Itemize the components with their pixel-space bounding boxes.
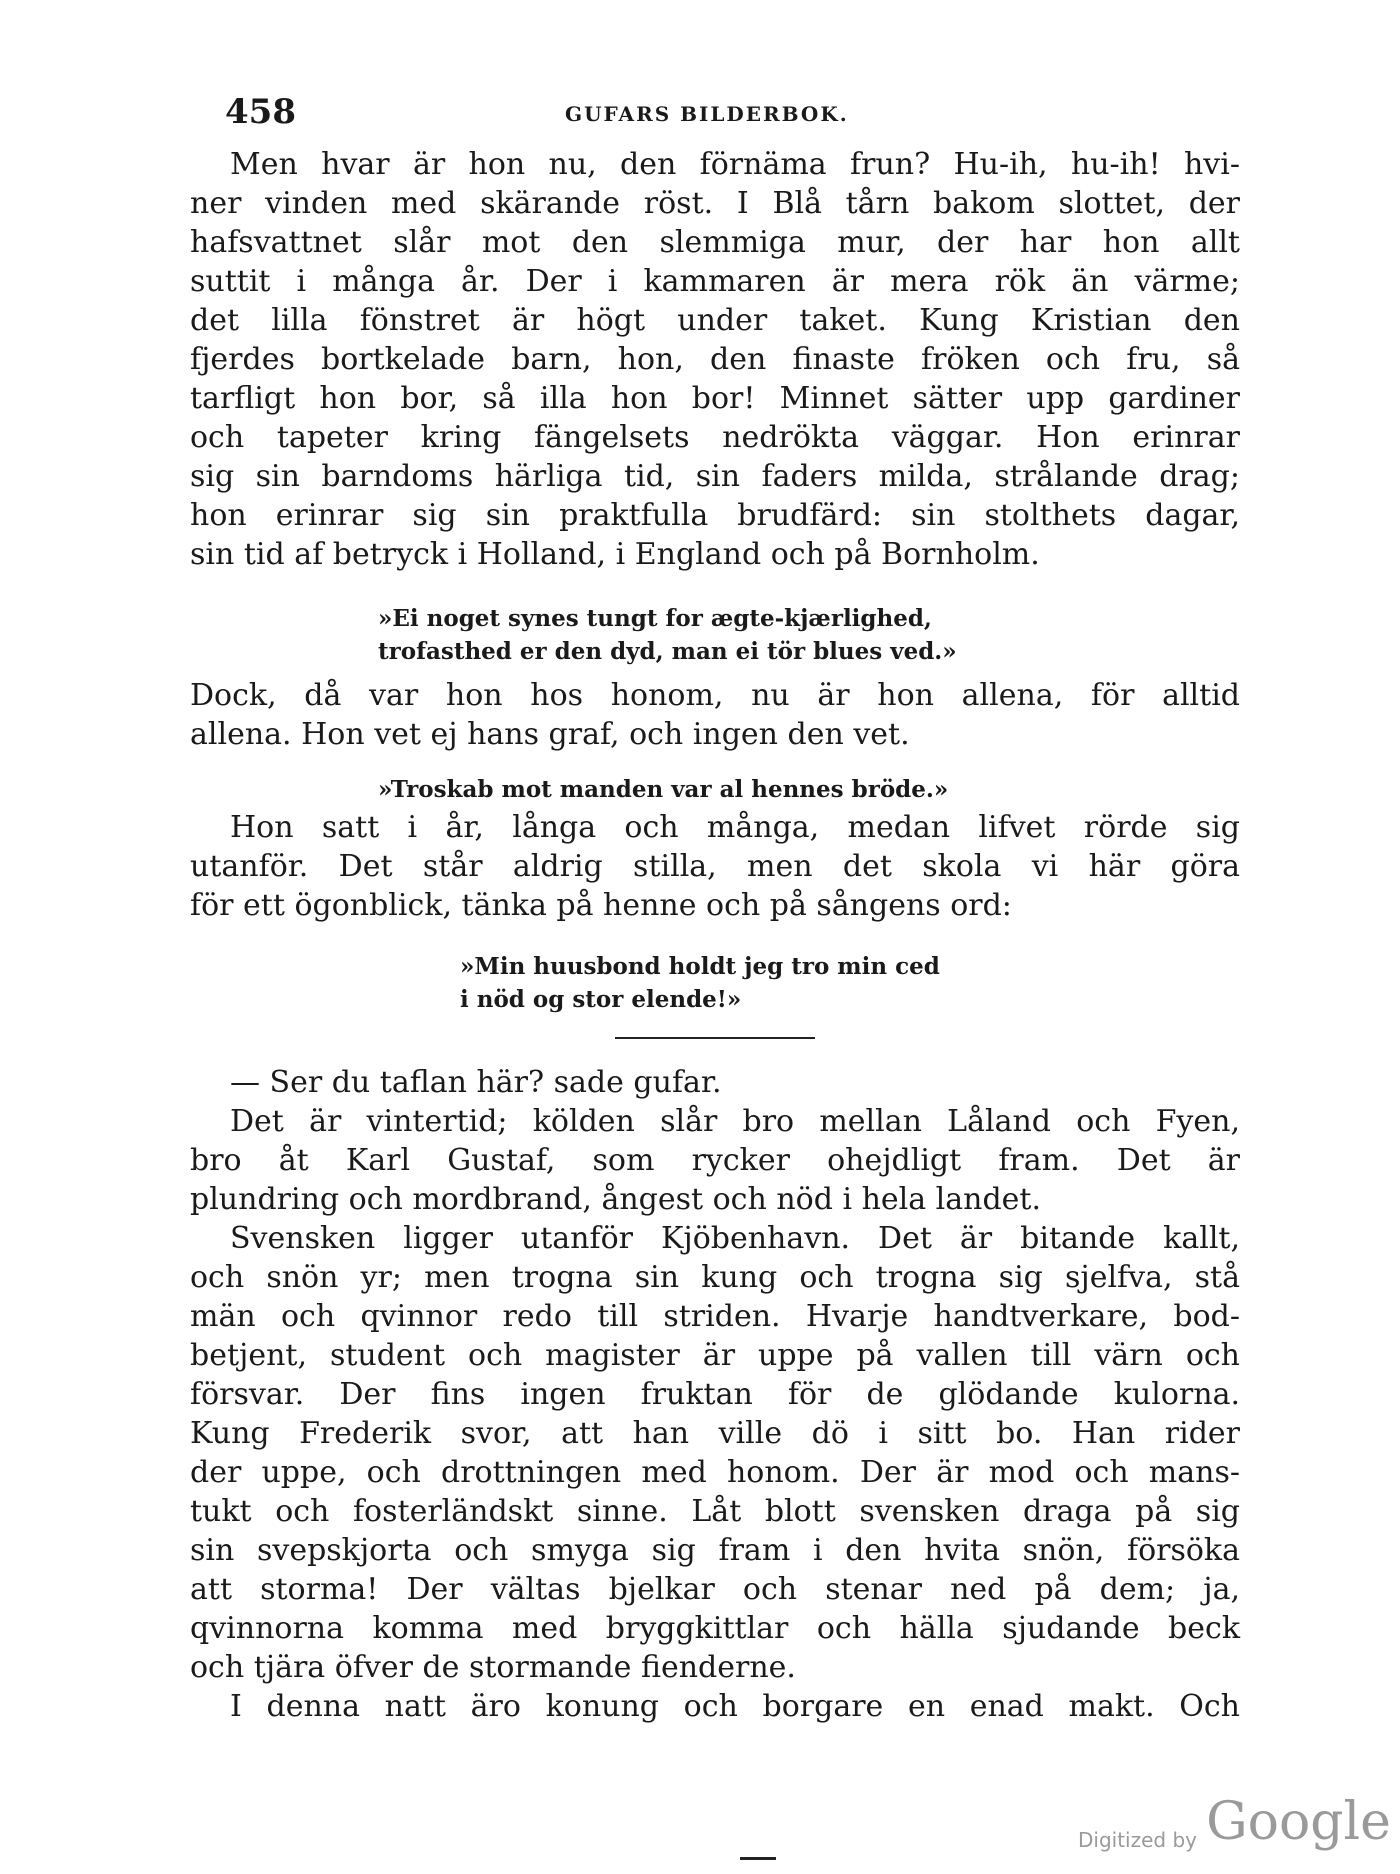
text-line: I denna natt äro konung och borgare en enad makt. Och: [230, 1689, 1240, 1724]
page-header: [225, 92, 865, 132]
text-line: plundring och mordbrand, ångest och nöd i hela landet.: [190, 1182, 1042, 1217]
text-line: allena. Hon vet ej hans graf, och ingen den vet.: [190, 717, 910, 752]
text-line: der uppe, och drottningen med honom. Der är mod och mans-: [190, 1455, 1240, 1490]
bottom-dash: [740, 1857, 776, 1860]
text-line: Det är vintertid; kölden slår bro mellan Låland och Fyen,: [230, 1104, 1240, 1139]
google-watermark: [1078, 1792, 1391, 1852]
text-line: och snön yr; men trogna sin kung och trogna sig sjelfva, stå: [190, 1260, 1240, 1295]
watermark-prefix: Digitized by: [1078, 1828, 1197, 1852]
text-line: Dock, då var hon hos honom, nu är hon allena, för alltid: [190, 678, 1240, 713]
text-line: Hon satt i år, långa och många, medan lifvet rörde sig: [230, 810, 1240, 845]
text-line: betjent, student och magister är uppe på vallen till värn och: [190, 1338, 1240, 1373]
text-line: det lilla fönstret är högt under taket. Kung Kristian den: [190, 303, 1240, 338]
text-line: Svensken ligger utanför Kjöbenhavn. Det är bitande kallt,: [230, 1221, 1240, 1256]
text-line: bro åt Karl Gustaf, som rycker ohejdligt fram. Det är: [190, 1143, 1240, 1178]
text-line: sig sin barndoms härliga tid, sin faders milda, strålande drag;: [190, 459, 1240, 494]
text-line: Men hvar är hon nu, den förnäma frun? Hu-ih, hu-ih! hvi-: [230, 147, 1240, 182]
running-head: GUFARS BILDERBOK.: [565, 102, 849, 126]
verse-line: »Troskab mot manden var al hennes bröde.»: [378, 776, 949, 803]
text-line: suttit i många år. Der i kammaren är mera rök än värme;: [190, 264, 1240, 299]
text-line: ner vinden med skärande röst. I Blå tårn bakom slottet, der: [190, 186, 1240, 221]
body-text-4: [190, 1063, 1240, 1726]
text-line: och tapeter kring fängelsets nedrökta väggar. Hon erinrar: [190, 420, 1240, 455]
text-line: fjerdes bortkelade barn, hon, den finaste fröken och fru, så: [190, 342, 1240, 377]
text-line: män och qvinnor redo till striden. Hvarje handtverkare, bod-: [190, 1299, 1240, 1334]
text-line: sin tid af betryck i Holland, i England och på Bornholm.: [190, 537, 1040, 572]
text-line: försvar. Der fins ingen fruktan för de glödande kulorna.: [190, 1377, 1240, 1412]
text-line: och tjära öfver de stormande fienderne.: [190, 1650, 796, 1685]
text-line: för ett ögonblick, tänka på henne och på sångens ord:: [190, 888, 1012, 923]
verse-quote-2: [378, 773, 948, 806]
text-line: att storma! Der vältas bjelkar och stenar ned på dem; ja,: [190, 1572, 1240, 1607]
verse-quote-1: [378, 602, 957, 668]
text-line: Kung Frederik svor, att han ville dö i sitt bo. Han rider: [190, 1416, 1240, 1451]
verse-quote-3: [460, 950, 940, 1016]
verse-line: »Min huusbond holdt jeg tro min ced: [460, 953, 940, 980]
body-text-2: [190, 676, 1240, 754]
text-line: utanför. Det står aldrig stilla, men det skola vi här göra: [190, 849, 1240, 884]
body-text-3: [190, 808, 1240, 925]
verse-line: »Ei noget synes tungt for ægte-kjærlighed,: [378, 605, 932, 632]
section-divider: [615, 1037, 815, 1039]
verse-line: i nöd og stor elende!»: [460, 986, 742, 1013]
text-line: — Ser du taflan här? sade gufar.: [230, 1065, 722, 1100]
text-line: hafsvattnet slår mot den slemmiga mur, der har hon allt: [190, 225, 1240, 260]
google-logo: Google: [1206, 1792, 1391, 1852]
page-number: 458: [225, 92, 296, 132]
text-line: tukt och fosterländskt sinne. Låt blott svensken draga på sig: [190, 1494, 1240, 1529]
body-text-top: [190, 145, 1240, 574]
text-line: qvinnorna komma med bryggkittlar och hälla sjudande beck: [190, 1611, 1240, 1646]
text-line: hon erinrar sig sin praktfulla brudfärd: sin stolthets dagar,: [190, 498, 1240, 533]
verse-line: trofasthed er den dyd, man ei tör blues ved.»: [378, 638, 957, 665]
text-line: sin svepskjorta och smyga sig fram i den hvita snön, försöka: [190, 1533, 1240, 1568]
text-line: tarfligt hon bor, så illa hon bor! Minnet sätter upp gardiner: [190, 381, 1240, 416]
